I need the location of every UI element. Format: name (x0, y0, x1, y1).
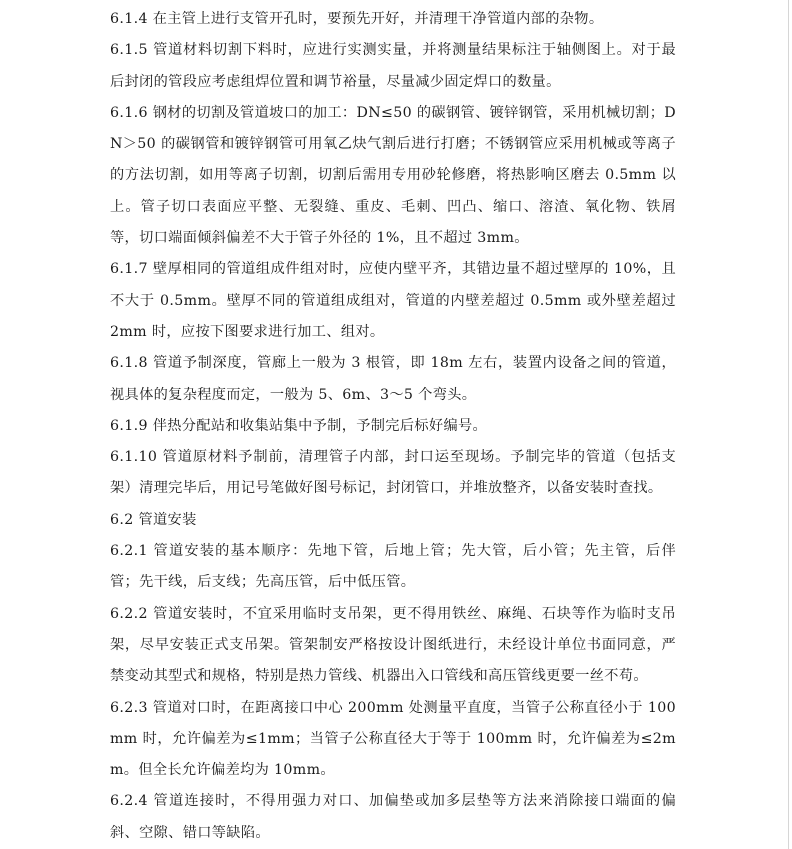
paragraph-6-1-4: 6.1.4 在主管上进行支管开孔时，要预先开好，并清理干净管道内部的杂物。 (110, 11, 604, 27)
paragraph-6-1-6: 6.1.6 钢材的切割及管道坡口的加工：DN≤50 的碳钢管、镀锌钢管，采用机械切割；DN＞50 的碳钢管和镀锌钢管可用氧乙炔气割后进行打磨；不锈钢管应采用机械或等离子的方法切割，如用等离子切割，切割后需用专用砂轮修磨，将热影响区磨去 0.5mm 以上。管子切口表面应平整、无裂缝、重皮、毛刺、凹凸、缩口、溶渣、氧化物、铁屑等，切口端面倾斜偏差不大于管子外径的 1%，且不超过 3mm。 (110, 104, 676, 247)
section-heading: 6.2 管道安装 (110, 511, 197, 528)
paragraph-6-1-8: 6.1.8 管道予制深度，管廊上一般为 3 根管，即 18m 左右，装置内设备之间的管道，视具体的复杂程度而定，一般为 5、6m、3～5 个弯头。 (110, 355, 676, 403)
paragraph-6-2-4: 6.2.4 管道连接时，不得用强力对口、加偏垫或加多层垫等方法来消除接口端面的偏斜、空隙、错口等缺陷。 (110, 793, 676, 841)
paragraph-6-1-7: 6.1.7 壁厚相同的管道组成件组对时，应使内壁平齐，其错边量不超过壁厚的 10%，且不大于 0.5mm。壁厚不同的管道组成组对，管道的内壁差超过 0.5mm 或外壁差超过 2mm 时，应按下图要求进行加工、组对。 (110, 261, 676, 340)
paragraph-6-2-1: 6.2.1 管道安装的基本顺序：先地下管，后地上管；先大管，后小管；先主管，后伴管；先干线，后支线；先高压管，后中低压管。 (110, 543, 676, 591)
paragraph-6-1-5: 6.1.5 管道材料切割下料时，应进行实测实量，并将测量结果标注于轴侧图上。对于最后封闭的管段应考虑组焊位置和调节裕量，尽量减少固定焊口的数量。 (110, 42, 676, 90)
paragraph-6-2-2: 6.2.2 管道安装时，不宜采用临时支吊架，更不得用铁丝、麻绳、石块等作为临时支吊架，尽早安装正式支吊架。管架制安严格按设计图纸进行，未经设计单位书面同意，严禁变动其型式和规格，特别是热力管线、机器出入口管线和高压管线更要一丝不苟。 (110, 605, 676, 685)
paragraph-6-1-10: 6.1.10 管道原材料予制前，清理管子内部，封口运至现场。予制完毕的管道（包括支架）清理完毕后，用记号笔做好图号标记，封闭管口，并堆放整齐，以备安装时查找。 (110, 449, 676, 497)
page-edge-divider (788, 0, 789, 849)
paragraph-6-2-3: 6.2.3 管道对口时，在距离接口中心 200mm 处测量平直度，当管子公称直径小于 100mm 时，允许偏差为≤1mm；当管子公称直径大于等于 100mm 时，允许偏差为≤2mm。但全长允许偏差均为 10mm。 (110, 699, 676, 779)
paragraph-6-1-9: 6.1.9 伴热分配站和收集站集中予制，予制完后标好编号。 (110, 417, 488, 434)
